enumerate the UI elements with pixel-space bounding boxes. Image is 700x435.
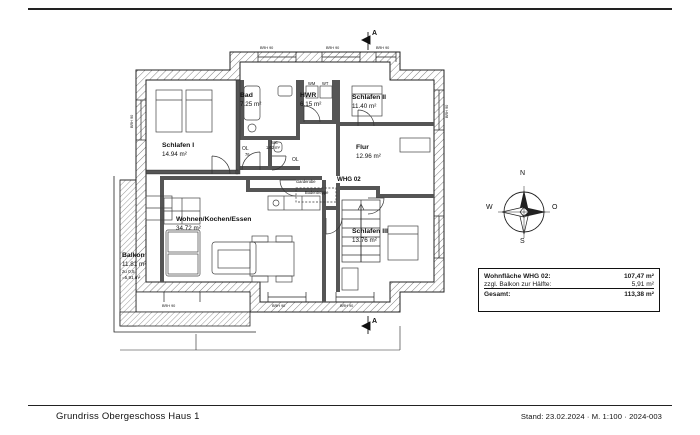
room-label-schlafen-iii: Schlafen III 13.76 m² bbox=[352, 228, 388, 244]
room-label-hwr: HWR 6.15 m² bbox=[300, 92, 322, 108]
dim-bot-right: BRH 90 bbox=[340, 304, 354, 308]
unit-tag-whg02: WHG 02 bbox=[337, 176, 361, 183]
section-mark-top: A bbox=[372, 30, 378, 37]
top-rule bbox=[28, 8, 672, 10]
compass-north-label: N bbox=[520, 170, 526, 177]
compass-east-label: O bbox=[552, 204, 558, 211]
label-garderobe: Garderobe bbox=[296, 179, 316, 184]
table-row bbox=[484, 289, 654, 299]
label-wc: WC bbox=[271, 140, 278, 145]
area-row-label: Wohnfläche WHG 02: bbox=[484, 272, 551, 280]
table-row bbox=[484, 280, 654, 289]
room-label-schlafen-ii: Schlafen II 11.40 m² bbox=[352, 94, 386, 110]
room-label-flur: Flur 12.96 m² bbox=[356, 144, 381, 160]
label-ol-left: OL bbox=[242, 146, 249, 152]
area-row-label: Gesamt: bbox=[484, 289, 602, 299]
area-row-label: zzgl. Balkon zur Hälfte: bbox=[484, 280, 552, 288]
floor-plan-svg bbox=[100, 30, 480, 350]
dim-top-mid: BRH 90 bbox=[326, 46, 340, 50]
compass-rose bbox=[478, 162, 570, 254]
section-mark-bottom: A bbox=[372, 318, 378, 325]
table-row bbox=[484, 272, 654, 280]
area-summary-table bbox=[484, 272, 654, 298]
bottom-rule bbox=[28, 405, 672, 406]
area-row-value: 107,47 m² bbox=[623, 272, 654, 280]
area-row-value: 113,38 m² bbox=[602, 289, 654, 299]
room-label-balkon: Balkon 11.81 m² zu 0,5 =5,91 m² bbox=[122, 252, 147, 281]
area-summary-box bbox=[478, 268, 660, 312]
compass-south-label: S bbox=[520, 238, 525, 245]
room-label-wohnen: Wohnen/Kochen/Essen 34.72 m² bbox=[176, 216, 252, 232]
label-bodentreppe: Bodentreppe bbox=[305, 190, 329, 195]
label-ol-mid: OL bbox=[292, 157, 299, 163]
area-row-value: 5,91 m² bbox=[631, 280, 654, 288]
dim-top-left: BRH 90 bbox=[260, 46, 274, 50]
room-label-schlafen-i: Schlafen I 14.94 m² bbox=[162, 142, 195, 158]
room-label-bad: Bad 7.25 m² bbox=[240, 92, 262, 108]
drawing-meta: Stand: 23.02.2024 · M. 1:100 · 2024-003 bbox=[520, 412, 662, 421]
dim-bot-left: BRH 90 bbox=[162, 304, 176, 308]
label-wt: WT bbox=[322, 81, 329, 86]
dim-left: BRH 90 bbox=[130, 114, 134, 128]
floor-plan bbox=[100, 30, 480, 340]
compass-west-label: W bbox=[486, 204, 493, 211]
dim-top-right: BRH 90 bbox=[376, 46, 390, 50]
dim-right: BRH 90 bbox=[445, 104, 449, 118]
drawing-title: Grundriss Obergeschoss Haus 1 bbox=[56, 411, 200, 422]
label-wc-area: 1.62 m² bbox=[266, 145, 280, 150]
dim-bot-mid: BRH 90 bbox=[272, 304, 286, 308]
label-wm: WM bbox=[308, 81, 316, 86]
label-ol-left-number: 76 bbox=[245, 152, 250, 157]
